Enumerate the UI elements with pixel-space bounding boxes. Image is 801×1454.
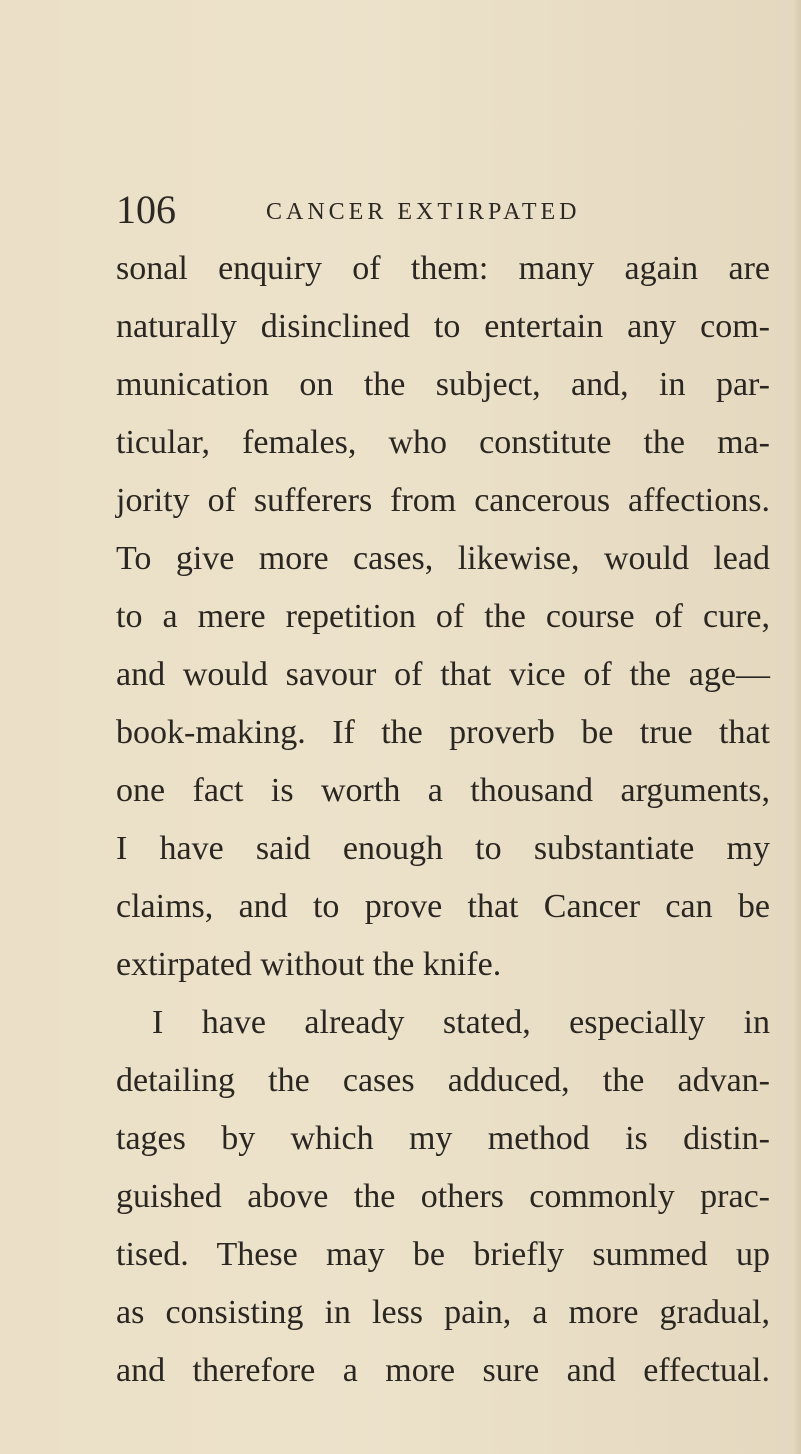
text-line: book-making. If the proverb be true that	[116, 714, 770, 751]
paragraph-start-line: I have already stated, especially in	[152, 1004, 770, 1041]
text-line: detailing the cases adduced, the advan-	[116, 1062, 770, 1099]
text-line: to a mere repetition of the course of cure,	[116, 598, 770, 635]
text-line: as consisting in less pain, a more gradual,	[116, 1294, 770, 1331]
text-line: and therefore a more sure and effectual.	[116, 1352, 770, 1389]
text-line: guished above the others commonly prac-	[116, 1178, 770, 1215]
text-line: tised. These may be briefly summed up	[116, 1236, 770, 1273]
body-text	[116, 240, 770, 1400]
text-line: I have said enough to substantiate my	[116, 830, 770, 867]
page-header	[116, 186, 716, 234]
text-line: jority of sufferers from cancerous affections.	[116, 482, 770, 519]
text-line: claims, and to prove that Cancer can be	[116, 888, 770, 925]
text-line: one fact is worth a thousand arguments,	[116, 772, 770, 809]
page-number: 106	[116, 187, 176, 232]
text-line: naturally disinclined to entertain any com-	[116, 308, 770, 345]
text-line: To give more cases, likewise, would lead	[116, 540, 770, 577]
running-head: CANCER EXTIRPATED	[266, 199, 581, 225]
text-line: sonal enquiry of them: many again are	[116, 250, 770, 287]
text-line: ticular, females, who constitute the ma-	[116, 424, 770, 461]
text-line: and would savour of that vice of the age—	[116, 656, 770, 693]
paragraph-end-line: extirpated without the knife.	[116, 946, 502, 983]
page-edge-shadow	[793, 0, 801, 1454]
text-line: munication on the subject, and, in par-	[116, 366, 770, 403]
text-line: tages by which my method is distin-	[116, 1120, 770, 1157]
